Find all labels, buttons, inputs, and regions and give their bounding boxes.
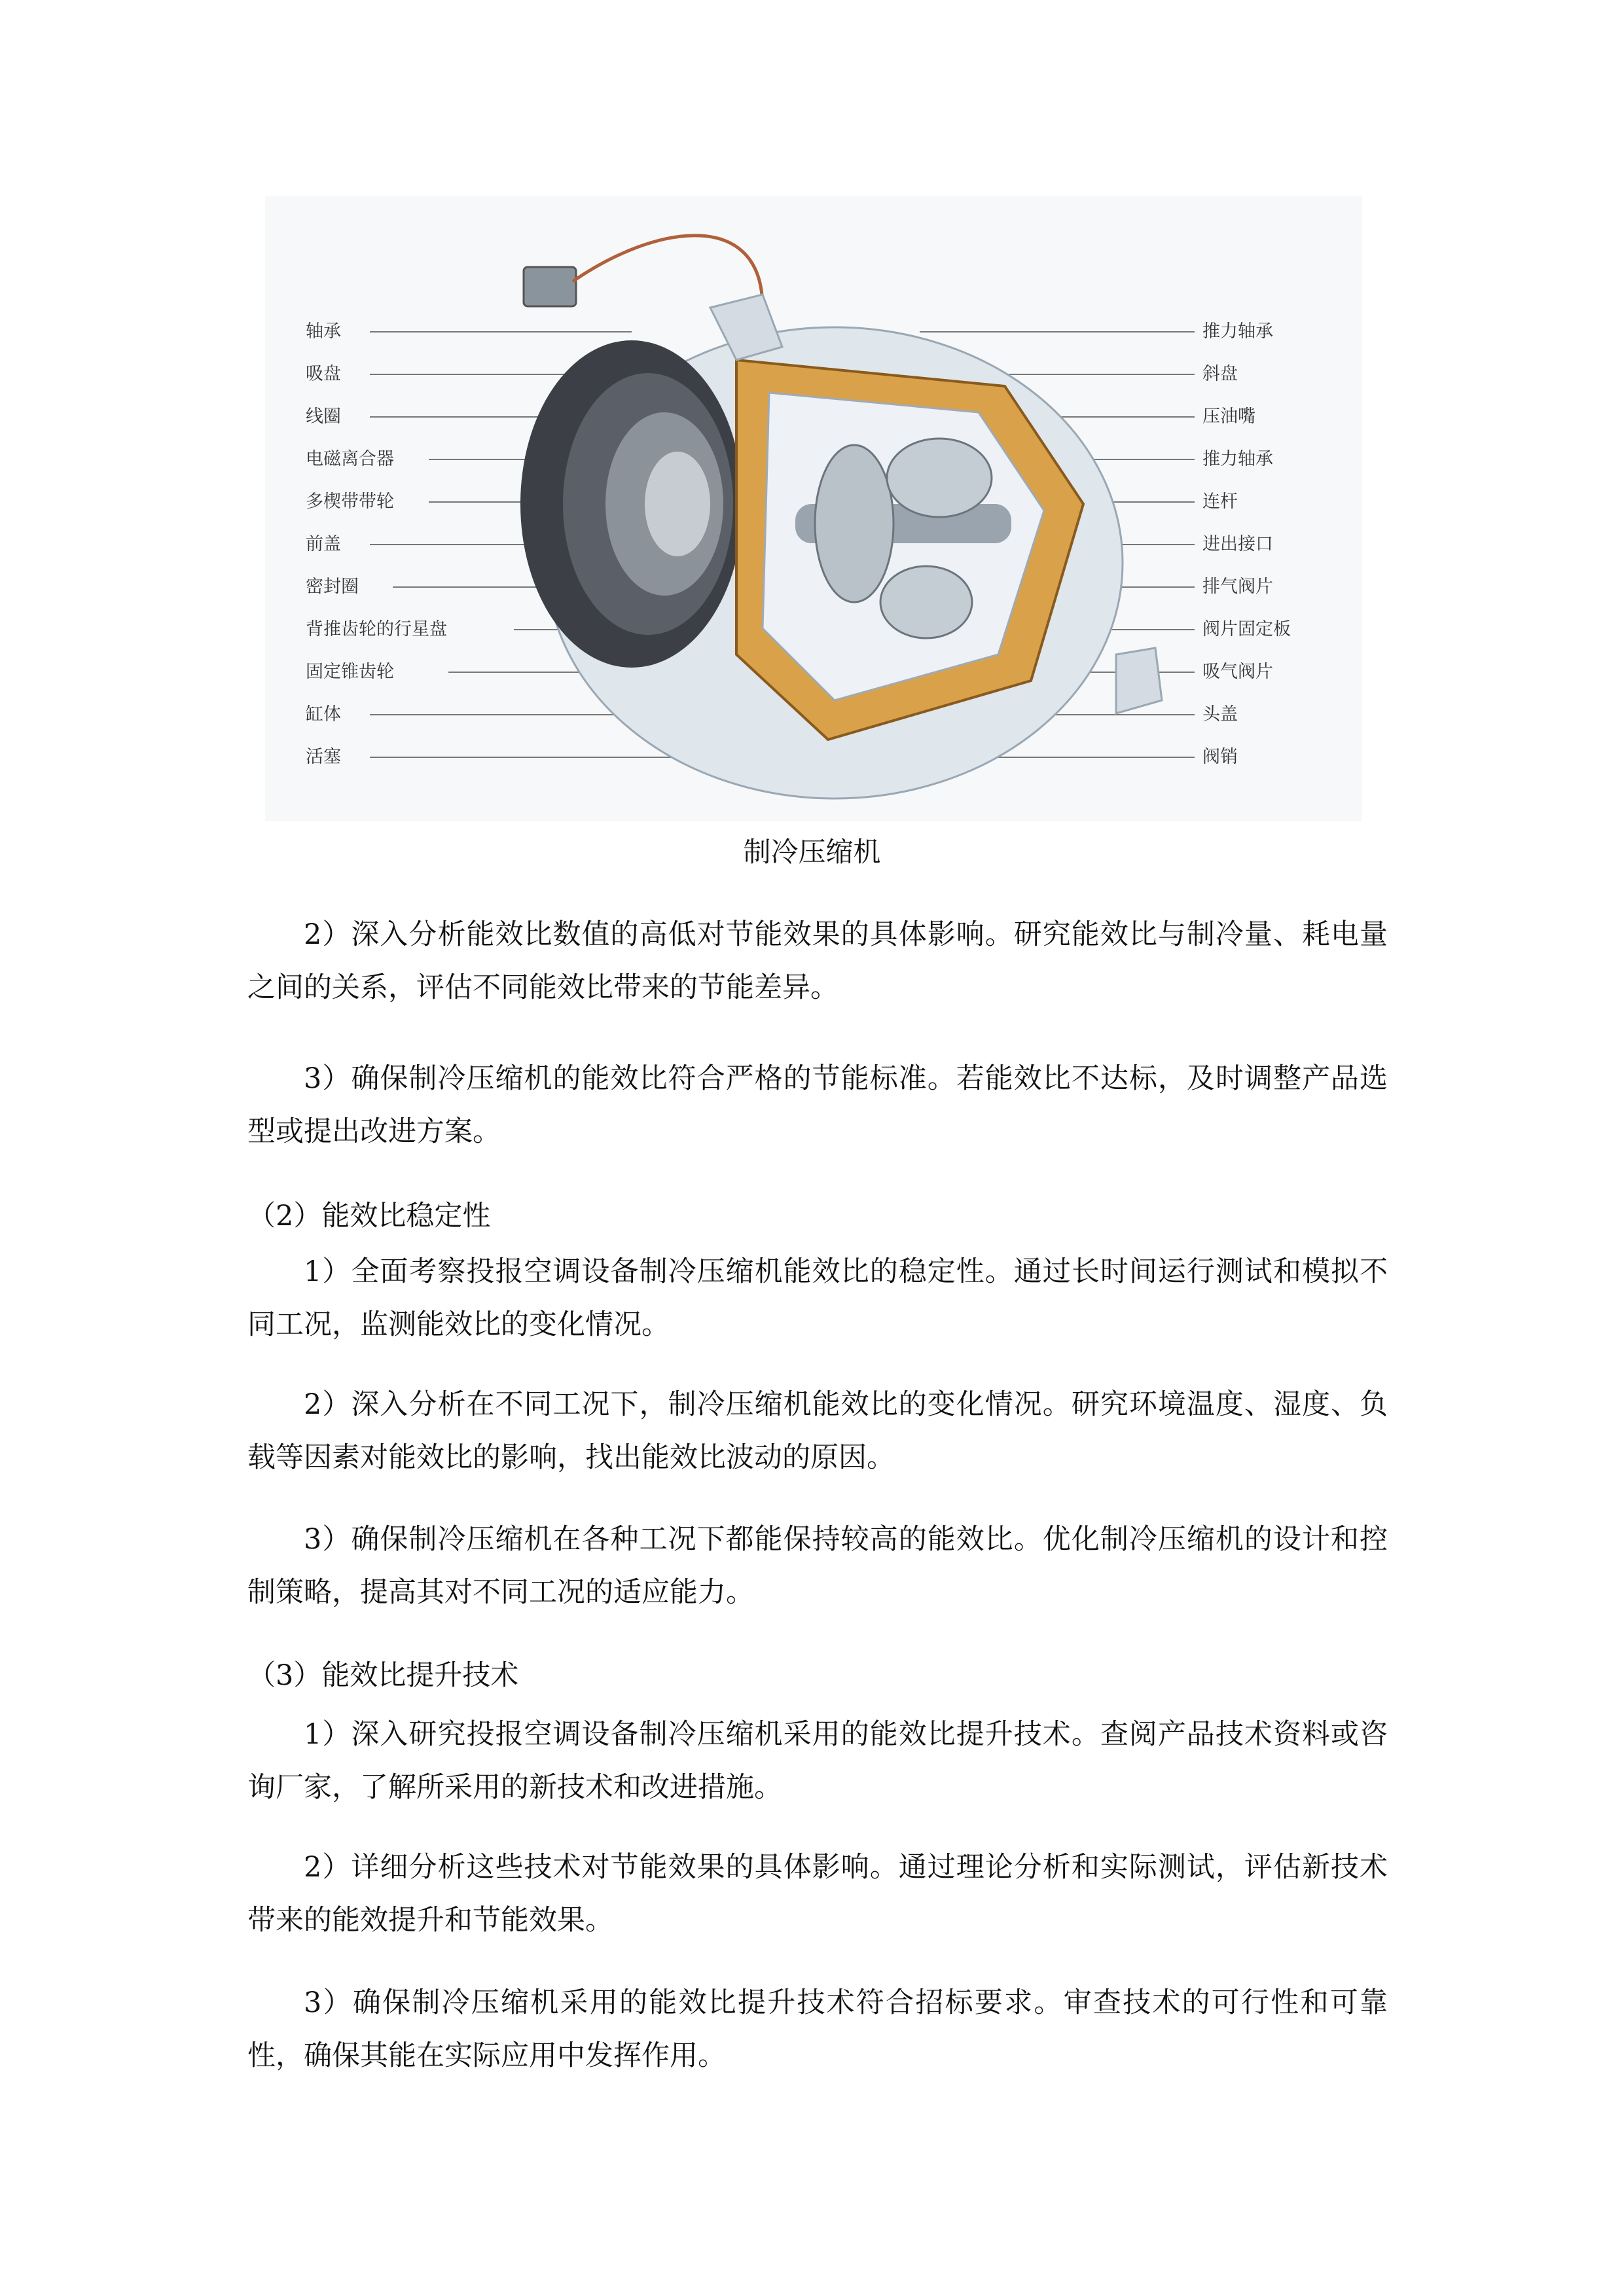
label-left-8: 背推齿轮的行星盘	[306, 619, 447, 639]
paragraph: 3）确保制冷压缩机在各种工况下都能保持较高的能效比。优化制冷压缩机的设计和控制策略，提高其对不同工况的适应能力。	[247, 1523, 1388, 1609]
paragraph: 2）深入分析在不同工况下，制冷压缩机能效比的变化情况。研究环境温度、湿度、负载等因素对能效比的影响，找出能效比波动的原因。	[247, 1388, 1388, 1474]
label-left-9: 固定锥齿轮	[306, 662, 394, 682]
label-left-7: 密封圈	[306, 577, 359, 597]
paragraph: 2）详细分析这些技术对节能效果的具体影响。通过理论分析和实际测试，评估新技术带来的能效提升和节能效果。	[247, 1851, 1388, 1937]
label-left-2: 吸盘	[306, 364, 341, 384]
label-right-7: 排气阀片	[1202, 577, 1273, 597]
label-right-5: 连杆	[1202, 492, 1238, 512]
label-right-4: 推力轴承	[1202, 449, 1273, 469]
label-left-11: 活塞	[306, 747, 341, 767]
section-heading: （2）能效比稳定性	[247, 1200, 491, 1232]
label-right-3: 压油嘴	[1202, 406, 1255, 427]
label-right-8: 阀片固定板	[1202, 619, 1291, 639]
compressor-illustration	[265, 196, 1362, 821]
paragraph: 1）深入研究投报空调设备制冷压缩机采用的能效比提升技术。查阅产品技术资料或咨询厂家，了解所采用的新技术和改进措施。	[247, 1718, 1388, 1804]
label-right-9: 吸气阀片	[1202, 662, 1273, 682]
label-left-1: 轴承	[306, 321, 341, 342]
label-right-11: 阀销	[1202, 747, 1238, 767]
label-left-3: 线圈	[306, 406, 341, 427]
paragraph: 3）确保制冷压缩机采用的能效比提升技术符合招标要求。审查技术的可行性和可靠性，确保其能在实际应用中发挥作用。	[247, 1986, 1388, 2072]
label-left-6: 前盖	[306, 534, 341, 554]
paragraph: 1）全面考察投报空调设备制冷压缩机能效比的稳定性。通过长时间运行测试和模拟不同工况，监测能效比的变化情况。	[247, 1255, 1388, 1341]
paragraph: 2）深入分析能效比数值的高低对节能效果的具体影响。研究能效比与制冷量、耗电量之间的关系，评估不同能效比带来的节能差异。	[247, 918, 1388, 1004]
label-left-5: 多楔带带轮	[306, 492, 394, 512]
label-right-6: 进出接口	[1202, 534, 1273, 554]
label-left-4: 电磁离合器	[306, 449, 394, 469]
label-right-2: 斜盘	[1202, 364, 1238, 384]
section-heading: （3）能效比提升技术	[247, 1659, 519, 1692]
label-right-1: 推力轴承	[1202, 321, 1273, 342]
figure-caption: 制冷压缩机	[743, 836, 881, 868]
compressor-figure	[265, 196, 1362, 821]
label-left-10: 缸体	[306, 704, 341, 725]
label-right-10: 头盖	[1202, 704, 1238, 725]
paragraph: 3）确保制冷压缩机的能效比符合严格的节能标准。若能效比不达标，及时调整产品选型或提出改进方案。	[247, 1062, 1388, 1148]
